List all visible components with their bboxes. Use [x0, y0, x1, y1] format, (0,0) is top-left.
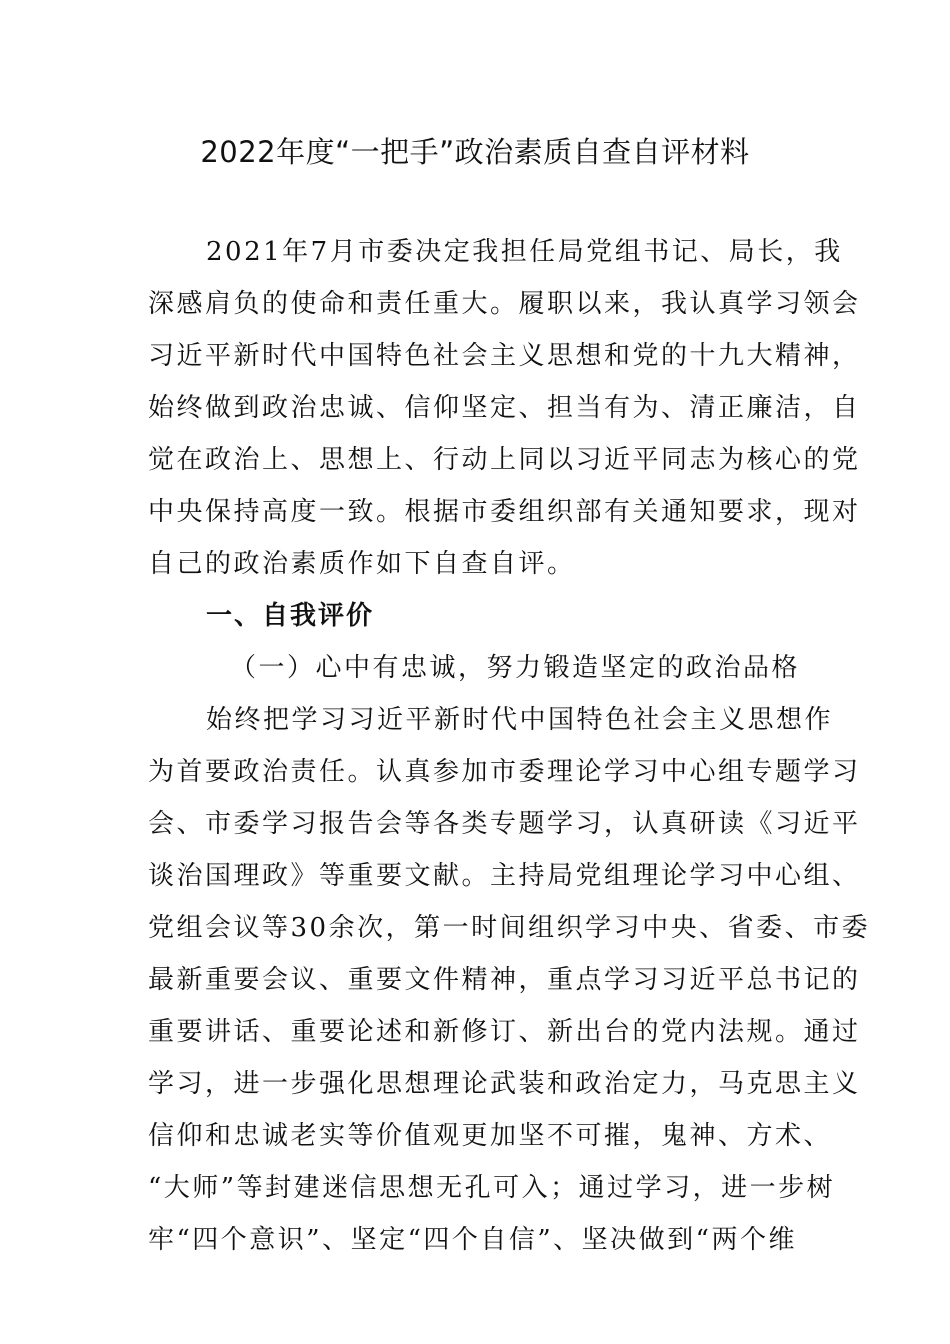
paragraph-line: 2021年7月市委决定我担任局党组书记、局长，我 [206, 237, 843, 267]
paragraph-line: 深感肩负的使命和责任重大。履职以来，我认真学习领会 [148, 289, 861, 319]
paragraph-line: 牢“四个意识”、坚定“四个自信”、坚决做到“两个维 [148, 1225, 797, 1255]
subsection-heading: （一）心中有忠诚，努力锻造坚定的政治品格 [230, 653, 801, 683]
paragraph-line: 学习，进一步强化思想理论武装和政治定力，马克思主义 [148, 1069, 861, 1099]
document-body [148, 226, 871, 1266]
paragraph-line: 始终把学习习近平新时代中国特色社会主义思想作 [206, 705, 834, 735]
paragraph-line: 最新重要会议、重要文件精神，重点学习习近平总书记的 [148, 965, 861, 995]
paragraph-line: 为首要政治责任。认真参加市委理论学习中心组专题学习 [148, 757, 861, 787]
paragraph-line: 始终做到政治忠诚、信仰坚定、担当有为、清正廉洁，自 [148, 393, 861, 423]
paragraph-line: 会、市委学习报告会等各类专题学习，认真研读《习近平 [148, 809, 861, 839]
section-heading: 一、自我评价 [206, 601, 375, 631]
paragraph-line: 习近平新时代中国特色社会主义思想和党的十九大精神， [148, 341, 861, 371]
document-title: 2022年度“一把手”政治素质自查自评材料 [200, 135, 750, 169]
paragraph-line: 重要讲话、重要论述和新修订、新出台的党内法规。通过 [148, 1017, 861, 1047]
paragraph-line: 自己的政治素质作如下自查自评。 [148, 549, 576, 579]
paragraph-line: “大师”等封建迷信思想无孔可入；通过学习，进一步树 [148, 1173, 836, 1203]
paragraph-line: 谈治国理政》等重要文献。主持局党组理论学习中心组、 [148, 861, 861, 891]
paragraph-line: 党组会议等30余次，第一时间组织学习中央、省委、市委 [148, 913, 871, 943]
paragraph-line: 信仰和忠诚老实等价值观更加坚不可摧，鬼神、方术、 [148, 1121, 833, 1151]
paragraph-line: 中央保持高度一致。根据市委组织部有关通知要求，现对 [148, 497, 861, 527]
paragraph-line: 觉在政治上、思想上、行动上同以习近平同志为核心的党 [148, 445, 861, 475]
